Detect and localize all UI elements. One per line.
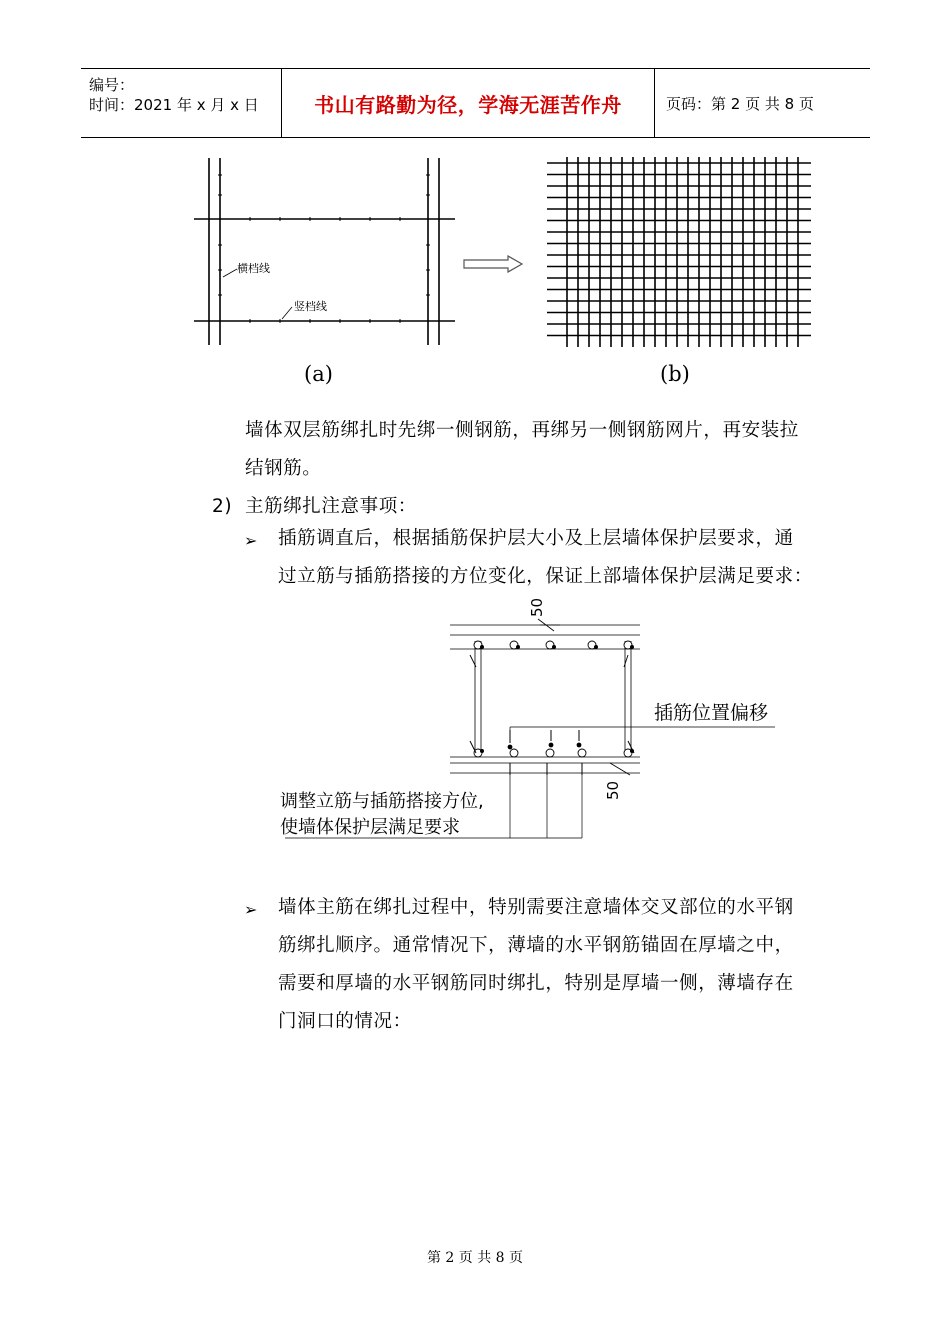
paragraph-line: 门洞口的情况： bbox=[278, 1011, 412, 1032]
paragraph-line: 墙体主筋在绑扎过程中，特别需要注意墙体交叉部位的水平钢 bbox=[278, 897, 794, 918]
arrow-bullet-icon: ➢ bbox=[244, 531, 258, 550]
arrow-bullet-icon: ➢ bbox=[244, 900, 258, 919]
bullet-paragraph-2 bbox=[278, 889, 794, 1041]
dimension-bottom: 50 bbox=[604, 780, 622, 800]
caption-b: (b) bbox=[660, 362, 690, 386]
page-header bbox=[81, 68, 870, 138]
document-number-label: 编号： bbox=[89, 76, 135, 94]
figure-a-rebar-frame bbox=[190, 155, 460, 350]
paragraph-line: 结钢筋。 bbox=[245, 458, 322, 479]
label-adjust-line-2: 使墙体保护层满足要求 bbox=[280, 817, 460, 838]
paragraph-line: 过立筋与插筋搭接的方位变化，保证上部墙体保护层满足要求： bbox=[278, 566, 813, 587]
arrow-right-icon bbox=[462, 254, 526, 274]
header-page-info: 页码：第 2 页 共 8 页 bbox=[666, 94, 814, 113]
label-adjust-line-1: 调整立筋与插筋搭接方位, bbox=[280, 791, 484, 812]
paragraph-line: 插筋调直后，根据插筋保护层大小及上层墙体保护层要求，通 bbox=[278, 528, 794, 549]
label-horizontal-bar: 横档线 bbox=[237, 262, 270, 275]
paragraph-line: 墙体双层筋绑扎时先绑一侧钢筋，再绑另一侧钢筋网片，再安装拉 bbox=[245, 420, 799, 441]
paragraph-line: 筋绑扎顺序。通常情况下，薄墙的水平钢筋锚固在厚墙之中， bbox=[278, 935, 794, 956]
figure-b-rebar-mesh bbox=[545, 155, 815, 350]
header-meta-cell bbox=[81, 69, 282, 137]
caption-a: (a) bbox=[304, 362, 333, 386]
dimension-top: 50 bbox=[528, 597, 546, 617]
bullet-paragraph-1 bbox=[278, 520, 813, 596]
label-vertical-bar: 竖档线 bbox=[294, 300, 327, 313]
list-item-title: 主筋绑扎注意事项： bbox=[245, 496, 417, 517]
paragraph-double-layer bbox=[245, 412, 799, 488]
list-item-number: 2) bbox=[212, 496, 233, 517]
detail-dowel-offset-drawing bbox=[270, 595, 790, 845]
header-motto: 书山有路勤为径，学海无涯苦作舟 bbox=[282, 69, 655, 137]
page-footer: 第 2 页 共 8 页 bbox=[426, 1250, 524, 1266]
label-dowel-offset: 插筋位置偏移 bbox=[654, 702, 769, 724]
paragraph-line: 需要和厚墙的水平钢筋同时绑扎，特别是厚墙一侧，薄墙存在 bbox=[278, 973, 794, 994]
document-date: 时间：2021 年 x 月 x 日 bbox=[89, 96, 259, 114]
